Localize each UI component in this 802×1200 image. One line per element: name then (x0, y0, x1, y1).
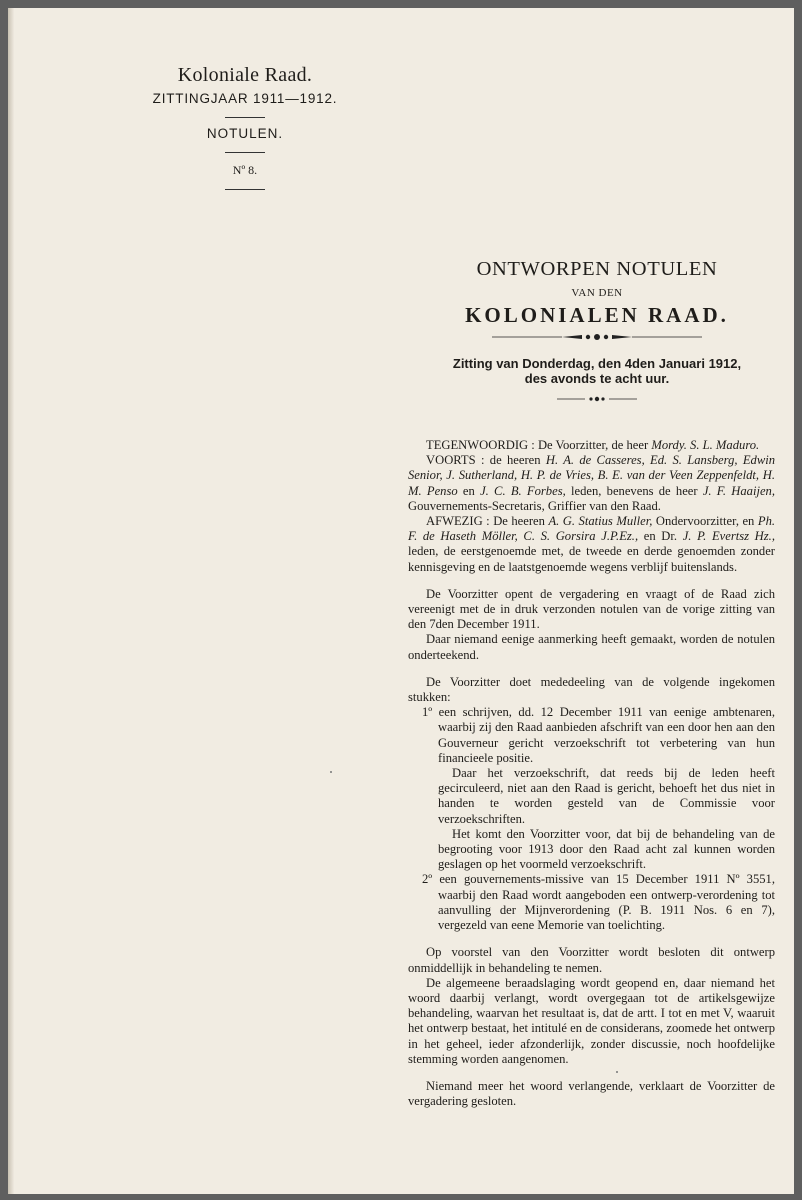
sitting-info (408, 356, 786, 386)
minutes-body (408, 438, 775, 1109)
chair-name: Mordy. S. L. Maduro. (651, 438, 760, 452)
session-year: ZITTINGJAAR 1911—1912. (152, 91, 338, 106)
masthead-rule (225, 152, 265, 153)
small-ornament (557, 395, 637, 403)
paragraph-signed: Daar niemand eenige aanmerking heeft gemaakt, worden de notulen onderteekend. (408, 632, 775, 662)
attendance-absent: AFWEZIG : De heeren A. G. Statius Muller, Ondervoorzitter, en Ph. F. de Haseth Möller, C. S. Gorsira J.P.Ez., en Dr. J. P. Evertsz Hz., leden, de eerstgenoemde met, de tweede en derde genoemden zonder kennisgeving en de laatstgenoemde wegens verblijf buitenslands. (408, 514, 776, 574)
attendance-others: VOORTS : de heeren H. A. de Casseres, Ed. S. Lansberg, Edwin Senior, J. Sutherland, H. P. de Vries, B. E. van der Veen Zeppenfeldt, H. M. Penso en J. C. B. Forbes, leden, benevens de heer J. F. Haaijen, Gouvernements-Secretaris, Griffier van den Raad. (408, 453, 776, 513)
minutes-title: ONTWORPEN NOTULEN (476, 258, 718, 280)
section-label: NOTULEN. (206, 126, 284, 141)
list-item: 2º een gouvernements-missive van 15 December 1911 Nº 3551, waarbij den Raad wordt aangeboden een ontwerp-verordening tot aanvulling der Mijnverordening (P. B. 1911 Nos. 6 en 7), vergezeld van eene Memorie van toelichting. (422, 872, 775, 933)
paragraph-announcements: De Voorzitter doet mededeeling van de volgende ingekomen stukken: (408, 674, 775, 705)
absent-member-last: J. P. Evertsz Hz., (682, 529, 775, 544)
attendance-present: TEGENWOORDIG : De Voorzitter, de heer Mordy. S. L. Maduro. (426, 438, 760, 452)
masthead (126, 64, 364, 190)
minutes-subtitle: VAN DEN (571, 287, 623, 299)
issue-number: Nº 8. (232, 163, 258, 177)
paragraph-closing: Niemand meer het woord verlangende, verklaart de Voorzitter de vergadering gesloten. (408, 1078, 775, 1109)
masthead-rule (225, 189, 265, 190)
paper-speck (330, 771, 332, 773)
paper-speck (616, 1071, 618, 1073)
list-item-note: Daar het verzoekschrift, dat reeds bij de leden heeft gecirculeerd, niet aan den Raad is gericht, behoeft het dus niet in handen te worden gesteld van de Commissie voor verzoekschriften. (438, 766, 775, 826)
absent-member-names: Ph. F. de Haseth Möller, C. S. Gorsira J.P.Ez., (408, 514, 776, 544)
journal-title: Koloniale Raad. (177, 64, 313, 86)
masthead-rule (225, 117, 265, 118)
ornamental-rule (492, 332, 702, 342)
member-names: H. A. de Casseres, Ed. S. Lansberg, Edwin Senior, J. Sutherland, H. P. de Vries, B. E. van der Veen Zeppenfeldt, H. M. Penso (408, 453, 776, 498)
secretary-name: J. F. Haaijen, (702, 483, 775, 498)
sitting-date: Zitting van Donderdag, den 4den Januari 1912, (452, 356, 742, 371)
council-name: KOLONIALEN RAAD. (465, 303, 729, 327)
vice-chair-name: A. G. Statius Muller, (548, 514, 653, 529)
document-page (8, 8, 794, 1194)
minutes-header (408, 258, 786, 403)
sitting-time: des avonds te acht uur. (524, 371, 670, 386)
list-item-note: Het komt den Voorzitter voor, dat bij de behandeling van de begrooting voor 1913 door den Raad acht zal kunnen worden geslagen op het voormeld verzoekschrift. (438, 826, 775, 872)
list-item: 1º een schrijven, dd. 12 December 1911 van eenige ambtenaren, waarbij zij den Raad aanbieden afschrift van een door hen aan den Gouverneur gericht verzoekschrift tot verbetering van hun financieele positie. (422, 705, 775, 765)
paragraph-deliberation: De algemeene beraadslaging wordt geopend en, daar niemand het woord daarbij verlangt, wordt overgegaan tot de artikelsgewijze behandeling, waarvan het resultaat is, dat de artt. I tot en met V, waaruit het ontwerp bestaat, het intitulé en de considerans, zoomede het ontwerp in het geheel, ieder afzonderlijk, zonder discussie, noch hoofdelijke stemming worden aangenomen. (408, 975, 775, 1066)
paragraph-proposal: Op voorstel van den Voorzitter wordt besloten dit ontwerp onmiddellijk in behandeling te nemen. (408, 945, 775, 975)
member-name-last: J. C. B. Forbes, (480, 483, 566, 498)
paragraph-opening: De Voorzitter opent de vergadering en vraagt of de Raad zich vereenigt met de in druk verzonden notulen van de vorige zitting van den 7den December 1911. (408, 586, 775, 632)
